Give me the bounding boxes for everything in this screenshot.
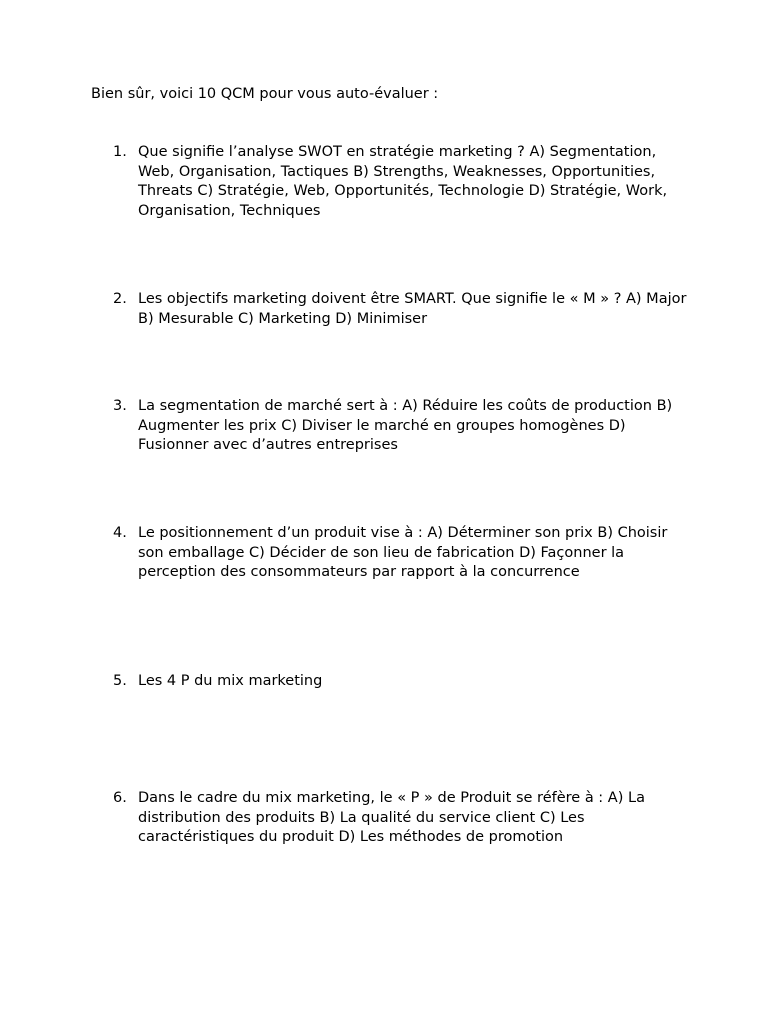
question-item: [113, 672, 693, 692]
question-item: [113, 143, 693, 221]
question-number: 4.: [113, 525, 127, 541]
question-item: [113, 290, 693, 329]
intro-text: Bien sûr, voici 10 QCM pour vous auto-évaluer :: [91, 86, 439, 102]
question-text: La segmentation de marché sert à : A) Réduire les coûts de production B) Augmenter les prix C) Diviser le marché en groupes homogènes D) Fusionner avec d’autres entreprises: [138, 398, 673, 454]
question-text: Le positionnement d’un produit vise à : A) Déterminer son prix B) Choisir son emballage C) Décider de son lieu de fabrication D) Façonner la perception des consommateurs par rapport à la concurrence: [138, 525, 668, 581]
question-number: 1.: [113, 144, 127, 160]
question-text: Les 4 P du mix marketing: [138, 673, 323, 689]
question-text: Dans le cadre du mix marketing, le « P » de Produit se réfère à : A) La distribution des produits B) La qualité du service client C) Les caractéristiques du produit D) Les méthodes de promotion: [138, 790, 645, 846]
question-text: Les objectifs marketing doivent être SMART. Que signifie le « M » ? A) Major B) Mesurable C) Marketing D) Minimiser: [138, 291, 687, 327]
question-number: 5.: [113, 673, 127, 689]
question-number: 3.: [113, 398, 127, 414]
question-item: [113, 524, 693, 583]
question-text: Que signifie l’analyse SWOT en stratégie marketing ? A) Segmentation, Web, Organisation, Tactiques B) Strengths, Weaknesses, Opportunities, Threats C) Stratégie, Web, Opportunités, Technologie D) Stratégie, Work, Organisation, Techniques: [138, 144, 668, 219]
question-number: 2.: [113, 291, 127, 307]
question-item: [113, 789, 693, 848]
question-item: [113, 397, 693, 456]
question-number: 6.: [113, 790, 127, 806]
